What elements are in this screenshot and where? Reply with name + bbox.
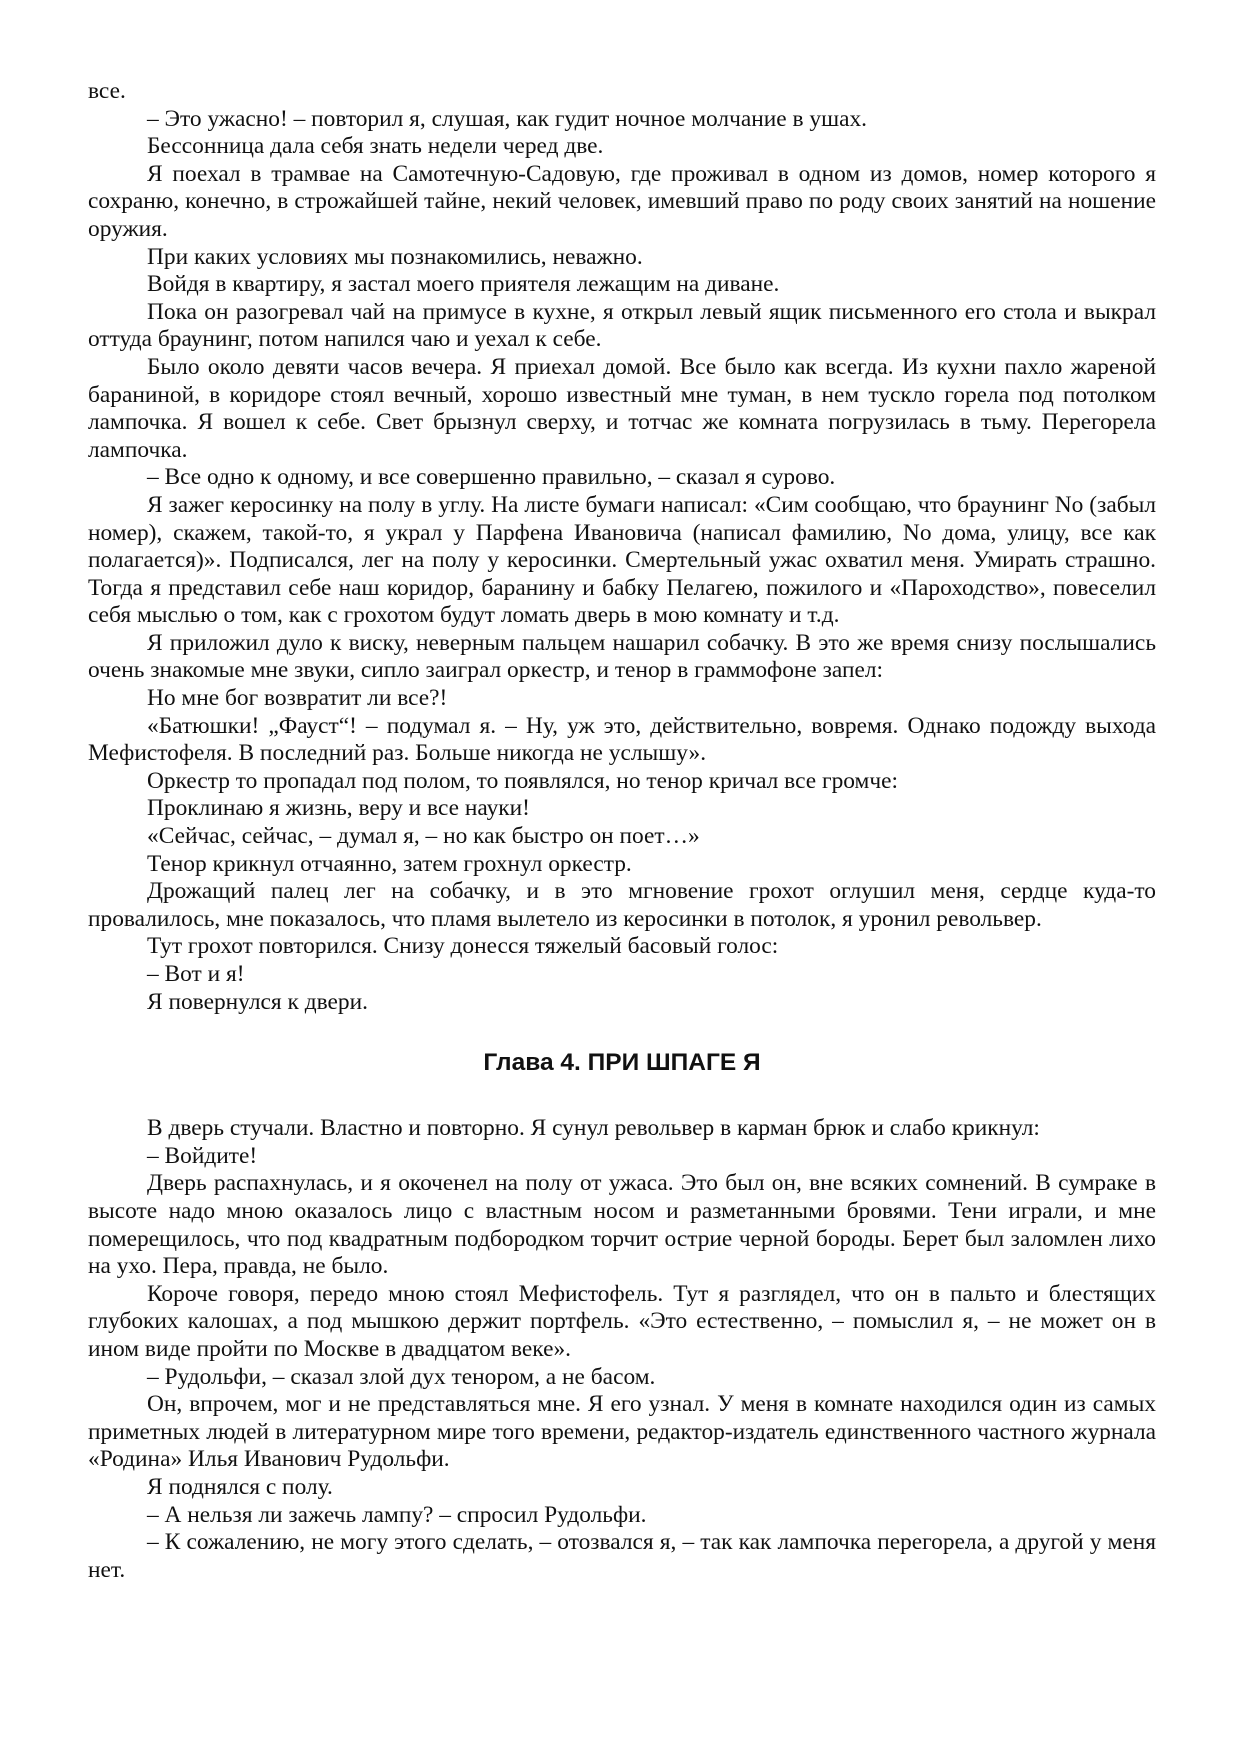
paragraph: – Рудольфи, – сказал злой дух тенором, а не басом. xyxy=(147,1363,656,1390)
paragraph: Тут грохот повторился. Снизу донесся тяжелый басовый голос: xyxy=(147,933,779,960)
paragraph: Я зажег керосинку на полу в углу. На листе бумаги написал: «Сим сообщаю, что браунинг No (забыл номер), скажем, такой-то, я украл у Парфена Ивановича (написал фамилию, No дома, улицу, все как полагается)». Подписался, лег на полу у керосинки. Смертельный ужас охватил меня. Умирать страшно. Тогда я представил себе наш коридор, баранину и бабку Пелагею, пожилого и «Пароходство», повеселил себя мыслью о том, как с грохотом будут ломать дверь в мою комнату и т.д. xyxy=(88,491,1156,629)
paragraph: – Вот и я! xyxy=(147,961,245,987)
paragraph: «Батюшки! „Фауст“! – подумал я. – Ну, уж это, действительно, вовремя. Однако подожду выхода Мефистофеля. В последний раз. Больше никогда не услышу». xyxy=(88,712,1156,767)
paragraph: При каких условиях мы познакомились, неважно. xyxy=(147,243,643,270)
paragraph: Пока он разогревал чай на примусе в кухне, я открыл левый ящик письменного его стола и выкрал оттуда браунинг, потом напился чаю и уехал к себе. xyxy=(88,298,1156,353)
paragraph: Бессонница дала себя знать недели черед две. xyxy=(147,133,604,160)
song-line: Проклинаю я жизнь, веру и все науки! xyxy=(147,795,530,822)
paragraph: – А нельзя ли зажечь лампу? – спросил Рудольфи. xyxy=(147,1501,647,1528)
paragraph: Я повернулся к двери. xyxy=(147,988,368,1015)
paragraph: Он, впрочем, мог и не представляться мне. Я его узнал. У меня в комнате находился один из самых приметных людей в литературном мире того времени, редактор-издатель единственного частного журнала «Родина» Илья Иванович Рудольфи. xyxy=(88,1391,1156,1473)
paragraph: В дверь стучали. Властно и повторно. Я сунул револьвер в карман брюк и слабо крикнул: xyxy=(147,1115,1040,1142)
paragraph: Я приложил дуло к виску, неверным пальцем нашарил собачку. В это же время снизу послышались очень знакомые мне звуки, сипло заиграл оркестр, и тенор в граммофоне запел: xyxy=(88,629,1156,684)
paragraph: – Войдите! xyxy=(147,1142,258,1169)
paragraph: «Сейчас, сейчас, – думал я, – но как быстро он поет…» xyxy=(147,823,700,850)
paragraph: – Это ужасно! – повторил я, слушая, как гудит ночное молчание в ушах. xyxy=(147,105,868,132)
paragraph: – К сожалению, не могу этого сделать, – отозвался я, – так как лампочка перегорела, а другой у меня нет. xyxy=(88,1529,1156,1583)
paragraph: Я поднялся с полу. xyxy=(147,1473,333,1500)
document-page xyxy=(88,78,1156,1584)
paragraph: Тенор крикнул отчаянно, затем грохнул оркестр. xyxy=(147,850,632,877)
paragraph: все. xyxy=(88,78,126,104)
song-line: Но мне бог возвратит ли все?! xyxy=(147,685,448,712)
paragraph: Дрожащий палец лег на собачку, и в это мгновение грохот оглушил меня, сердце куда-то провалилось, мне показалось, что пламя вылетело из керосинки в потолок, я уронил револьвер. xyxy=(88,878,1156,932)
paragraph: Войдя в квартиру, я застал моего приятеля лежащим на диване. xyxy=(147,271,780,298)
paragraph: Я поехал в трамвае на Самотечную-Садовую, где проживал в одном из домов, номер которого я сохраню, конечно, в строжайшей тайне, некий человек, имевший право по роду своих занятий на ношение оружия. xyxy=(88,160,1156,242)
paragraph: Оркестр то пропадал под полом, то появлялся, но тенор кричал все громче: xyxy=(147,767,898,794)
paragraph: Дверь распахнулась, и я окоченел на полу от ужаса. Это был он, вне всяких сомнений. В сумраке в высоте надо мною оказалось лицо с властным носом и разметанными бровями. Тени играли, и мне померещилось, что под квадратным подбородком торчит острие черной бороды. Берет был заломлен лихо на ухо. Пера, правда, не было. xyxy=(88,1170,1156,1280)
paragraph: Короче говоря, передо мною стоял Мефистофель. Тут я разглядел, что он в пальто и блестящих глубоких калошах, а под мышкою держит портфель. «Это естественно, – помыслил я, – не может он в ином виде пройти по Москве в двадцатом веке». xyxy=(88,1280,1156,1362)
paragraph: Было около девяти часов вечера. Я приехал домой. Все было как всегда. Из кухни пахло жареной бараниной, в коридоре стоял вечный, хорошо известный мне туман, в нем тускло горела под потолком лампочка. Я вошел к себе. Свет брызнул сверху, и тотчас же комната погрузилась в тьму. Перегорела лампочка. xyxy=(88,353,1156,463)
paragraph: – Все одно к одному, и все совершенно правильно, – сказал я сурово. xyxy=(147,464,836,491)
chapter-title: Глава 4. ПРИ ШПАГЕ Я xyxy=(483,1049,761,1077)
